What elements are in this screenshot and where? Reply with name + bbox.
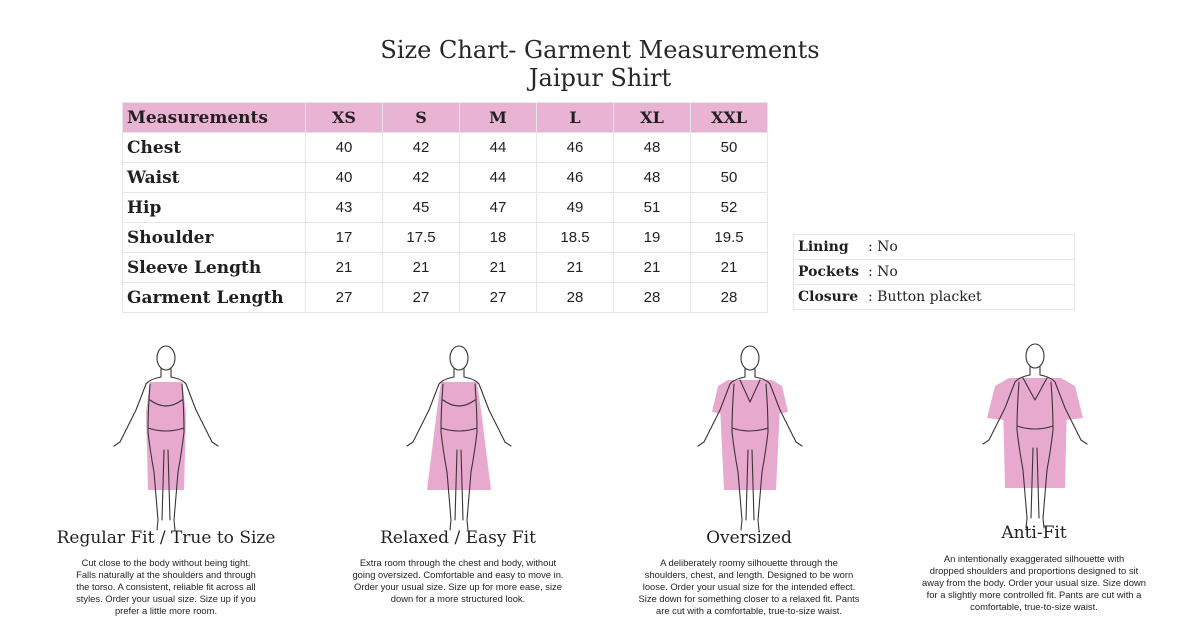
row-label: Waist: [123, 163, 306, 193]
table-cell: 43: [306, 193, 383, 223]
table-cell: 21: [537, 253, 614, 283]
row-label: Hip: [123, 193, 306, 223]
table-cell: 52: [691, 193, 768, 223]
relaxed-fit-figure-icon: [399, 340, 519, 535]
table-header-row: [123, 103, 768, 133]
table-cell: 48: [614, 133, 691, 163]
detail-row-lining: [794, 235, 1075, 260]
garment-shape: [720, 380, 780, 490]
table-cell: 21: [383, 253, 460, 283]
table-cell: 18: [460, 223, 537, 253]
description-line: Cut close to the body without being tight.: [81, 557, 251, 568]
row-label: Shoulder: [123, 223, 306, 253]
fit-description-anti-fit: [884, 553, 1184, 613]
table-cell: 49: [537, 193, 614, 223]
table-cell: 17.5: [383, 223, 460, 253]
description-line: the torso. A consistent, reliable fit across all: [76, 581, 256, 592]
fit-description-oversized: [599, 557, 899, 617]
garment-shape: [146, 382, 186, 490]
table-row: [123, 193, 768, 223]
fit-title-regular: Regular Fit / True to Size: [56, 528, 276, 548]
header-size-s: S: [383, 103, 460, 133]
table-cell: 19: [614, 223, 691, 253]
header-measurements: Measurements: [123, 103, 306, 133]
table-cell: 28: [614, 283, 691, 313]
header-size-xl: XL: [614, 103, 691, 133]
detail-value: : No: [864, 260, 1075, 285]
regular-fit-figure-icon: [106, 340, 226, 535]
table-cell: 47: [460, 193, 537, 223]
description-line: dropped shoulders and proportions designed to sit: [929, 565, 1139, 576]
detail-value: : No: [864, 235, 1075, 260]
description-line: shoulders, chest, and length. Designed to be worn: [644, 569, 854, 580]
table-cell: 21: [691, 253, 768, 283]
table-cell: 19.5: [691, 223, 768, 253]
header-size-m: M: [460, 103, 537, 133]
table-cell: 42: [383, 133, 460, 163]
product-name: Jaipur Shirt: [528, 64, 672, 92]
detail-label: Closure: [794, 285, 865, 310]
fit-title-anti-fit: Anti-Fit: [1001, 523, 1067, 543]
table-row: [123, 163, 768, 193]
description-line: down for a more structured look.: [390, 593, 526, 604]
description-line: are cut with a comfortable, true-to-size waist.: [655, 605, 842, 616]
table-cell: 27: [460, 283, 537, 313]
table-cell: 50: [691, 163, 768, 193]
row-label: Chest: [123, 133, 306, 163]
garment-shape: [1003, 378, 1067, 488]
table-cell: 51: [614, 193, 691, 223]
description-line: loose. Order your usual size for the intended effect.: [642, 581, 856, 592]
description-line: Size down for something closer to a relaxed fit. Pants: [638, 593, 860, 604]
detail-label: Pockets: [794, 260, 865, 285]
detail-row-pockets: [794, 260, 1075, 285]
table-cell: 48: [614, 163, 691, 193]
fit-title-relaxed: Relaxed / Easy Fit: [380, 528, 536, 548]
table-cell: 46: [537, 133, 614, 163]
size-chart-table: [122, 102, 768, 313]
table-cell: 44: [460, 133, 537, 163]
table-cell: 18.5: [537, 223, 614, 253]
table-row: [123, 133, 768, 163]
table-cell: 28: [691, 283, 768, 313]
table-cell: 45: [383, 193, 460, 223]
anti-fit-figure-icon: [975, 340, 1095, 535]
fit-title-oversized: Oversized: [706, 528, 792, 548]
table-cell: 28: [537, 283, 614, 313]
table-cell: 40: [306, 133, 383, 163]
table-row: [123, 253, 768, 283]
chart-title: Size Chart- Garment Measurements: [380, 36, 820, 64]
fit-description-regular: [16, 557, 316, 617]
header-size-l: L: [537, 103, 614, 133]
table-cell: 27: [306, 283, 383, 313]
table-cell: 40: [306, 163, 383, 193]
table-cell: 21: [460, 253, 537, 283]
garment-details-table: [793, 234, 1075, 310]
description-line: Order your usual size. Size up for more ease, size: [354, 581, 562, 592]
table-cell: 21: [614, 253, 691, 283]
description-line: prefer a little more room.: [114, 605, 218, 616]
row-label: Sleeve Length: [123, 253, 306, 283]
description-line: Falls naturally at the shoulders and through: [76, 569, 256, 580]
detail-label: Lining: [794, 235, 865, 260]
description-line: Extra room through the chest and body, without: [359, 557, 557, 568]
table-row: [123, 283, 768, 313]
table-cell: 46: [537, 163, 614, 193]
detail-row-closure: [794, 285, 1075, 310]
description-line: A deliberately roomy silhouette through the: [660, 557, 838, 568]
fit-description-relaxed: [308, 557, 608, 605]
header-size-xs: XS: [306, 103, 383, 133]
description-line: An intentionally exaggerated silhouette with: [943, 553, 1125, 564]
description-line: for a slightly more controlled fit. Pants are cut with a: [926, 589, 1142, 600]
table-cell: 50: [691, 133, 768, 163]
table-cell: 21: [306, 253, 383, 283]
table-row: [123, 223, 768, 253]
description-line: comfortable, true-to-size waist.: [970, 601, 1098, 612]
table-cell: 42: [383, 163, 460, 193]
detail-value: : Button placket: [864, 285, 1075, 310]
garment-shape: [427, 382, 491, 490]
description-line: away from the body. Order your usual size. Size down: [922, 577, 1146, 588]
header-size-xxl: XXL: [691, 103, 768, 133]
row-label: Garment Length: [123, 283, 306, 313]
oversized-figure-icon: [690, 340, 810, 535]
table-cell: 17: [306, 223, 383, 253]
description-line: going oversized. Comfortable and easy to move in.: [352, 569, 564, 580]
table-cell: 44: [460, 163, 537, 193]
description-line: styles. Order your usual size. Size up if you: [76, 593, 256, 604]
table-cell: 27: [383, 283, 460, 313]
